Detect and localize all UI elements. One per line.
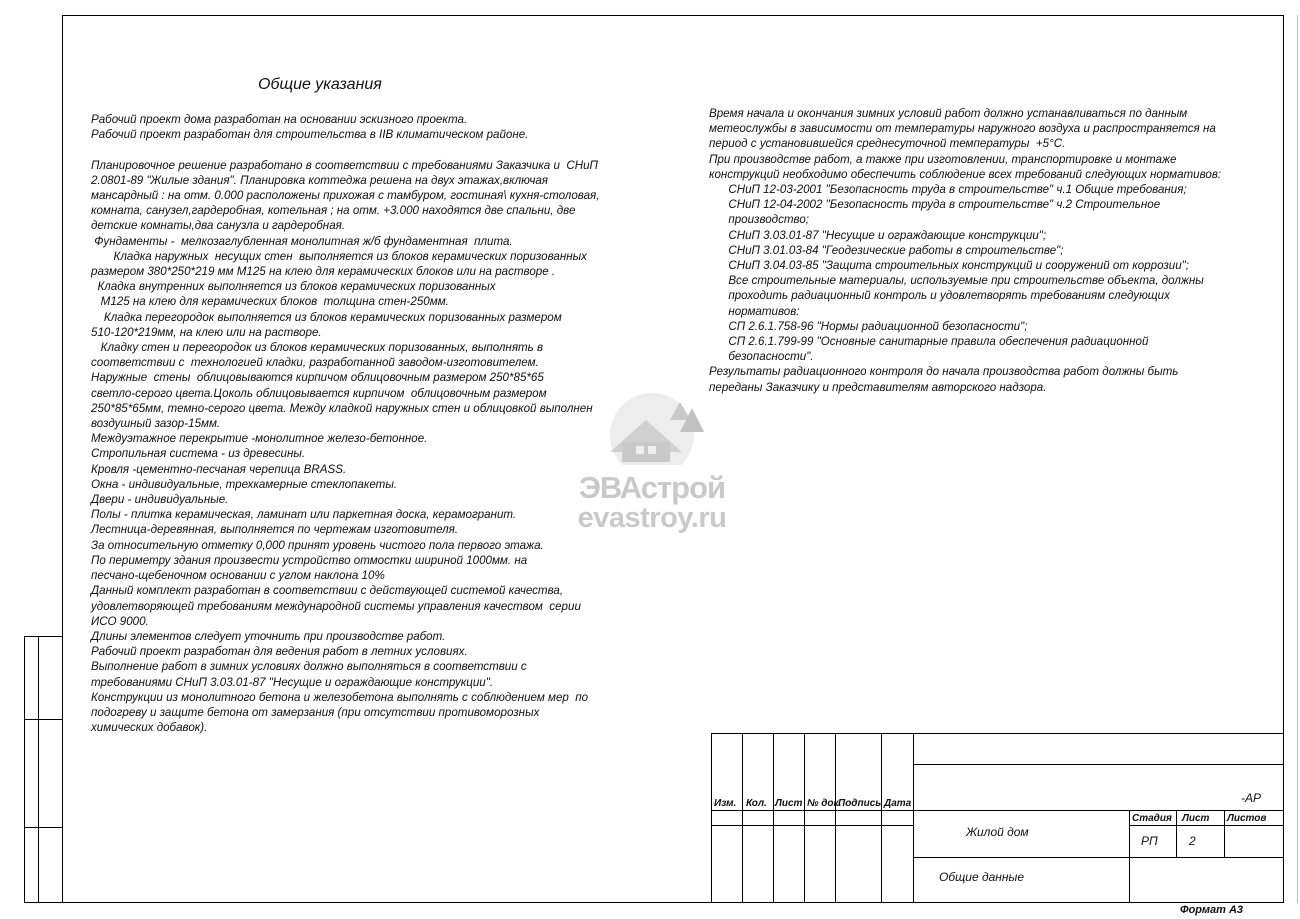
text-line: Кладка внутренних выполняется из блоков керамических поризованных	[91, 280, 496, 294]
document-code: -АР	[1241, 791, 1262, 805]
watermark-url: evastroy.ru	[577, 502, 727, 534]
text-line: СП 2.6.1.799-99 "Основные санитарные правила обеспечения радиационной	[709, 335, 1149, 349]
text-line: конструкций необходимо обеспечить соблюдение всех требований следующих нормативов:	[709, 167, 1222, 181]
stage-value: РП	[1141, 834, 1158, 848]
text-line: Конструкции из монолитного бетона и железобетона выполнять с соблюдением мер по	[91, 690, 589, 704]
side-stamp-row-line	[25, 719, 63, 720]
text-line: СНиП 3.04.03-85 "Защита строительных конструкций и сооружений от коррозии";	[709, 259, 1190, 273]
text-line: Окна - индивидуальные, трехкамерные стеклопакеты.	[91, 477, 398, 491]
text-line: По периметру здания произвести устройство отмостки шириной 1000мм. на	[91, 553, 528, 567]
text-line: Междуэтажное перекрытие -монолитное железо-бетонное.	[91, 432, 428, 446]
text-line: М125 на клею для керамических блоков толщина стен-250мм.	[91, 295, 449, 309]
text-line: СНиП 12-04-2002 "Безопасность труда в строительстве" ч.2 Строительное	[709, 198, 1161, 212]
text-line: Рабочий проект разработан для строительства в IIВ климатическом районе.	[91, 128, 529, 142]
text-line: 2.0801-89 "Жилые здания". Планировка коттеджа решена на двух этажах,включая	[91, 173, 548, 187]
format-label: Формат А3	[1180, 904, 1244, 916]
text-line: метеослужбы в зависимости от температуры наружного воздуха и распространяется на	[709, 122, 1216, 136]
text-line: При производстве работ, а также при изготовлении, транспортировке и монтаже	[709, 152, 1177, 166]
sheet-label: Лист	[1182, 813, 1210, 824]
text-line: Данный комплект разработан в соответствии с действующей системой качества,	[91, 584, 564, 598]
page-title: Общие указания	[258, 76, 382, 93]
text-line: 250*85*65мм, темно-серого цвета. Между кладкой наружных стен и облицовкой выполнен	[91, 401, 593, 415]
left-text-column	[91, 112, 599, 735]
col-header-date: Дата	[884, 798, 912, 809]
text-line: Полы - плитка керамическая, ламинат или паркетная доска, керамогранит.	[91, 508, 517, 522]
text-line: Лестница-деревянная, выполняется по чертежам изготовителя.	[91, 523, 459, 537]
text-line: Кладка перегородок выполняется из блоков керамических поризованных размером	[91, 310, 562, 324]
text-line: нормативов:	[709, 304, 800, 318]
text-line: Результаты радиационного контроля до начала производства работ должны быть	[709, 365, 1179, 379]
title-block	[711, 733, 1284, 903]
col-header-list: Лист	[775, 798, 803, 809]
text-line: песчано-щебеночном основании с углом наклона 10%	[91, 569, 385, 583]
text-line: период с установившейся среднесуточной температуры +5°С.	[709, 137, 1066, 151]
text-line: ИСО 9000.	[91, 614, 149, 628]
text-line: размером 380*250*219 мм М125 на клею для керамических блоков или на растворе .	[91, 265, 556, 279]
col-header-kol: Кол.	[746, 798, 767, 809]
text-line: подогреву и защите бетона от замерзания (при отсутствии противоморозных	[91, 705, 540, 719]
col-header-signature: Подпись	[838, 798, 882, 809]
text-line: удовлетворяющей требованиям международной системы управления качеством серии	[91, 599, 581, 613]
side-stamp-box	[24, 636, 62, 903]
watermark-brand: ЭВАстрой	[578, 470, 726, 505]
text-line: безопасности".	[709, 350, 814, 364]
text-line: Двери - индивидуальные.	[91, 493, 229, 507]
text-line: СНиП 3.01.03-84 "Геодезические работы в строительстве";	[709, 243, 1064, 257]
col-header-doc: № док.	[807, 798, 842, 809]
text-line: СНиП 3.03.01-87 "Несущие и ограждающие конструкции";	[709, 228, 1047, 242]
text-line: переданы Заказчику и представителям авторского надзора.	[709, 380, 1047, 394]
text-line: проходить радиационный контроль и удовлетворять требованиям следующих	[709, 289, 1170, 303]
text-line: За относительную отметку 0,000 принят уровень чистого пола первого этажа.	[91, 538, 544, 552]
text-line: воздушный зазор-15мм.	[91, 417, 221, 431]
text-line: мансардный : на отм. 0.000 расположены прихожая с тамбуром, гостиная\ кухня-столовая,	[91, 189, 600, 203]
text-line: химических добавок).	[91, 721, 208, 735]
text-line: светло-серого цвета.Цоколь облицовывается кирпичом облицовочным размером	[91, 386, 547, 400]
text-line: СП 2.6.1.758-96 "Нормы радиационной безопасности";	[709, 319, 1028, 333]
sheet-value: 2	[1189, 834, 1196, 848]
side-stamp-row-line	[25, 827, 63, 828]
stage-label: Стадия	[1132, 813, 1172, 824]
text-line: детские комнаты,два санузла и гардеробная.	[91, 219, 346, 233]
sheet-name: Общие данные	[939, 870, 1024, 884]
text-line: Кровля -цементно-песчаная черепица BRASS.	[91, 462, 347, 476]
text-line: Фундаменты - мелкозаглубленная монолитная ж/б фундаментная плита.	[91, 234, 513, 248]
col-header-izm: Изм.	[714, 798, 737, 809]
text-line: Все строительные материалы, используемые при строительстве объекта, должны	[709, 274, 1204, 288]
text-line: СНиП 12-03-2001 "Безопасность труда в строительстве" ч.1 Общие требования;	[709, 183, 1187, 197]
text-line: Рабочий проект разработан для ведения работ в летних условиях.	[91, 645, 468, 659]
text-line: соответствии с технологией кладки, разработанной заводом-изготовителем.	[91, 356, 539, 370]
text-line: комната, санузел,гардеробная, котельная ; на отм. +3.000 находятся две спальни, две	[91, 204, 576, 218]
text-line: Длины элементов следует уточнить при производстве работ.	[91, 629, 446, 643]
sheets-label: Листов	[1227, 813, 1267, 824]
right-text-column	[709, 106, 1221, 395]
text-line: Кладку стен и перегородок из блоков керамических поризованных, выполнять в	[91, 341, 544, 355]
text-line: требованиями СНиП 3.03.01-87 "Несущие и ограждающие конструкции".	[91, 675, 494, 689]
side-stamp-divider	[38, 637, 39, 902]
object-name: Жилой дом	[966, 825, 1029, 839]
text-line: Время начала и окончания зимних условий работ должно устанавливаться по данным	[709, 107, 1188, 120]
sheet-edge	[1297, 15, 1298, 903]
text-line: Стропильная система - из древесины.	[91, 447, 306, 461]
text-line: 510-120*219мм, на клею или на растворе.	[91, 325, 322, 339]
text-line	[91, 142, 599, 157]
text-line: Кладка наружных несущих стен выполняется из блоков керамических поризованных	[91, 249, 587, 263]
text-line: Планировочное решение разработано в соответствии с требованиями Заказчика и СНиП	[91, 158, 598, 172]
text-line: Рабочий проект дома разработан на основании эскизного проекта.	[91, 113, 468, 126]
text-line: производство;	[709, 213, 810, 227]
text-line: Выполнение работ в зимних условиях должно выполняться в соответствии с	[91, 660, 527, 674]
text-line: Наружные стены облицовываются кирпичом облицовочным размером 250*85*65	[91, 371, 544, 385]
